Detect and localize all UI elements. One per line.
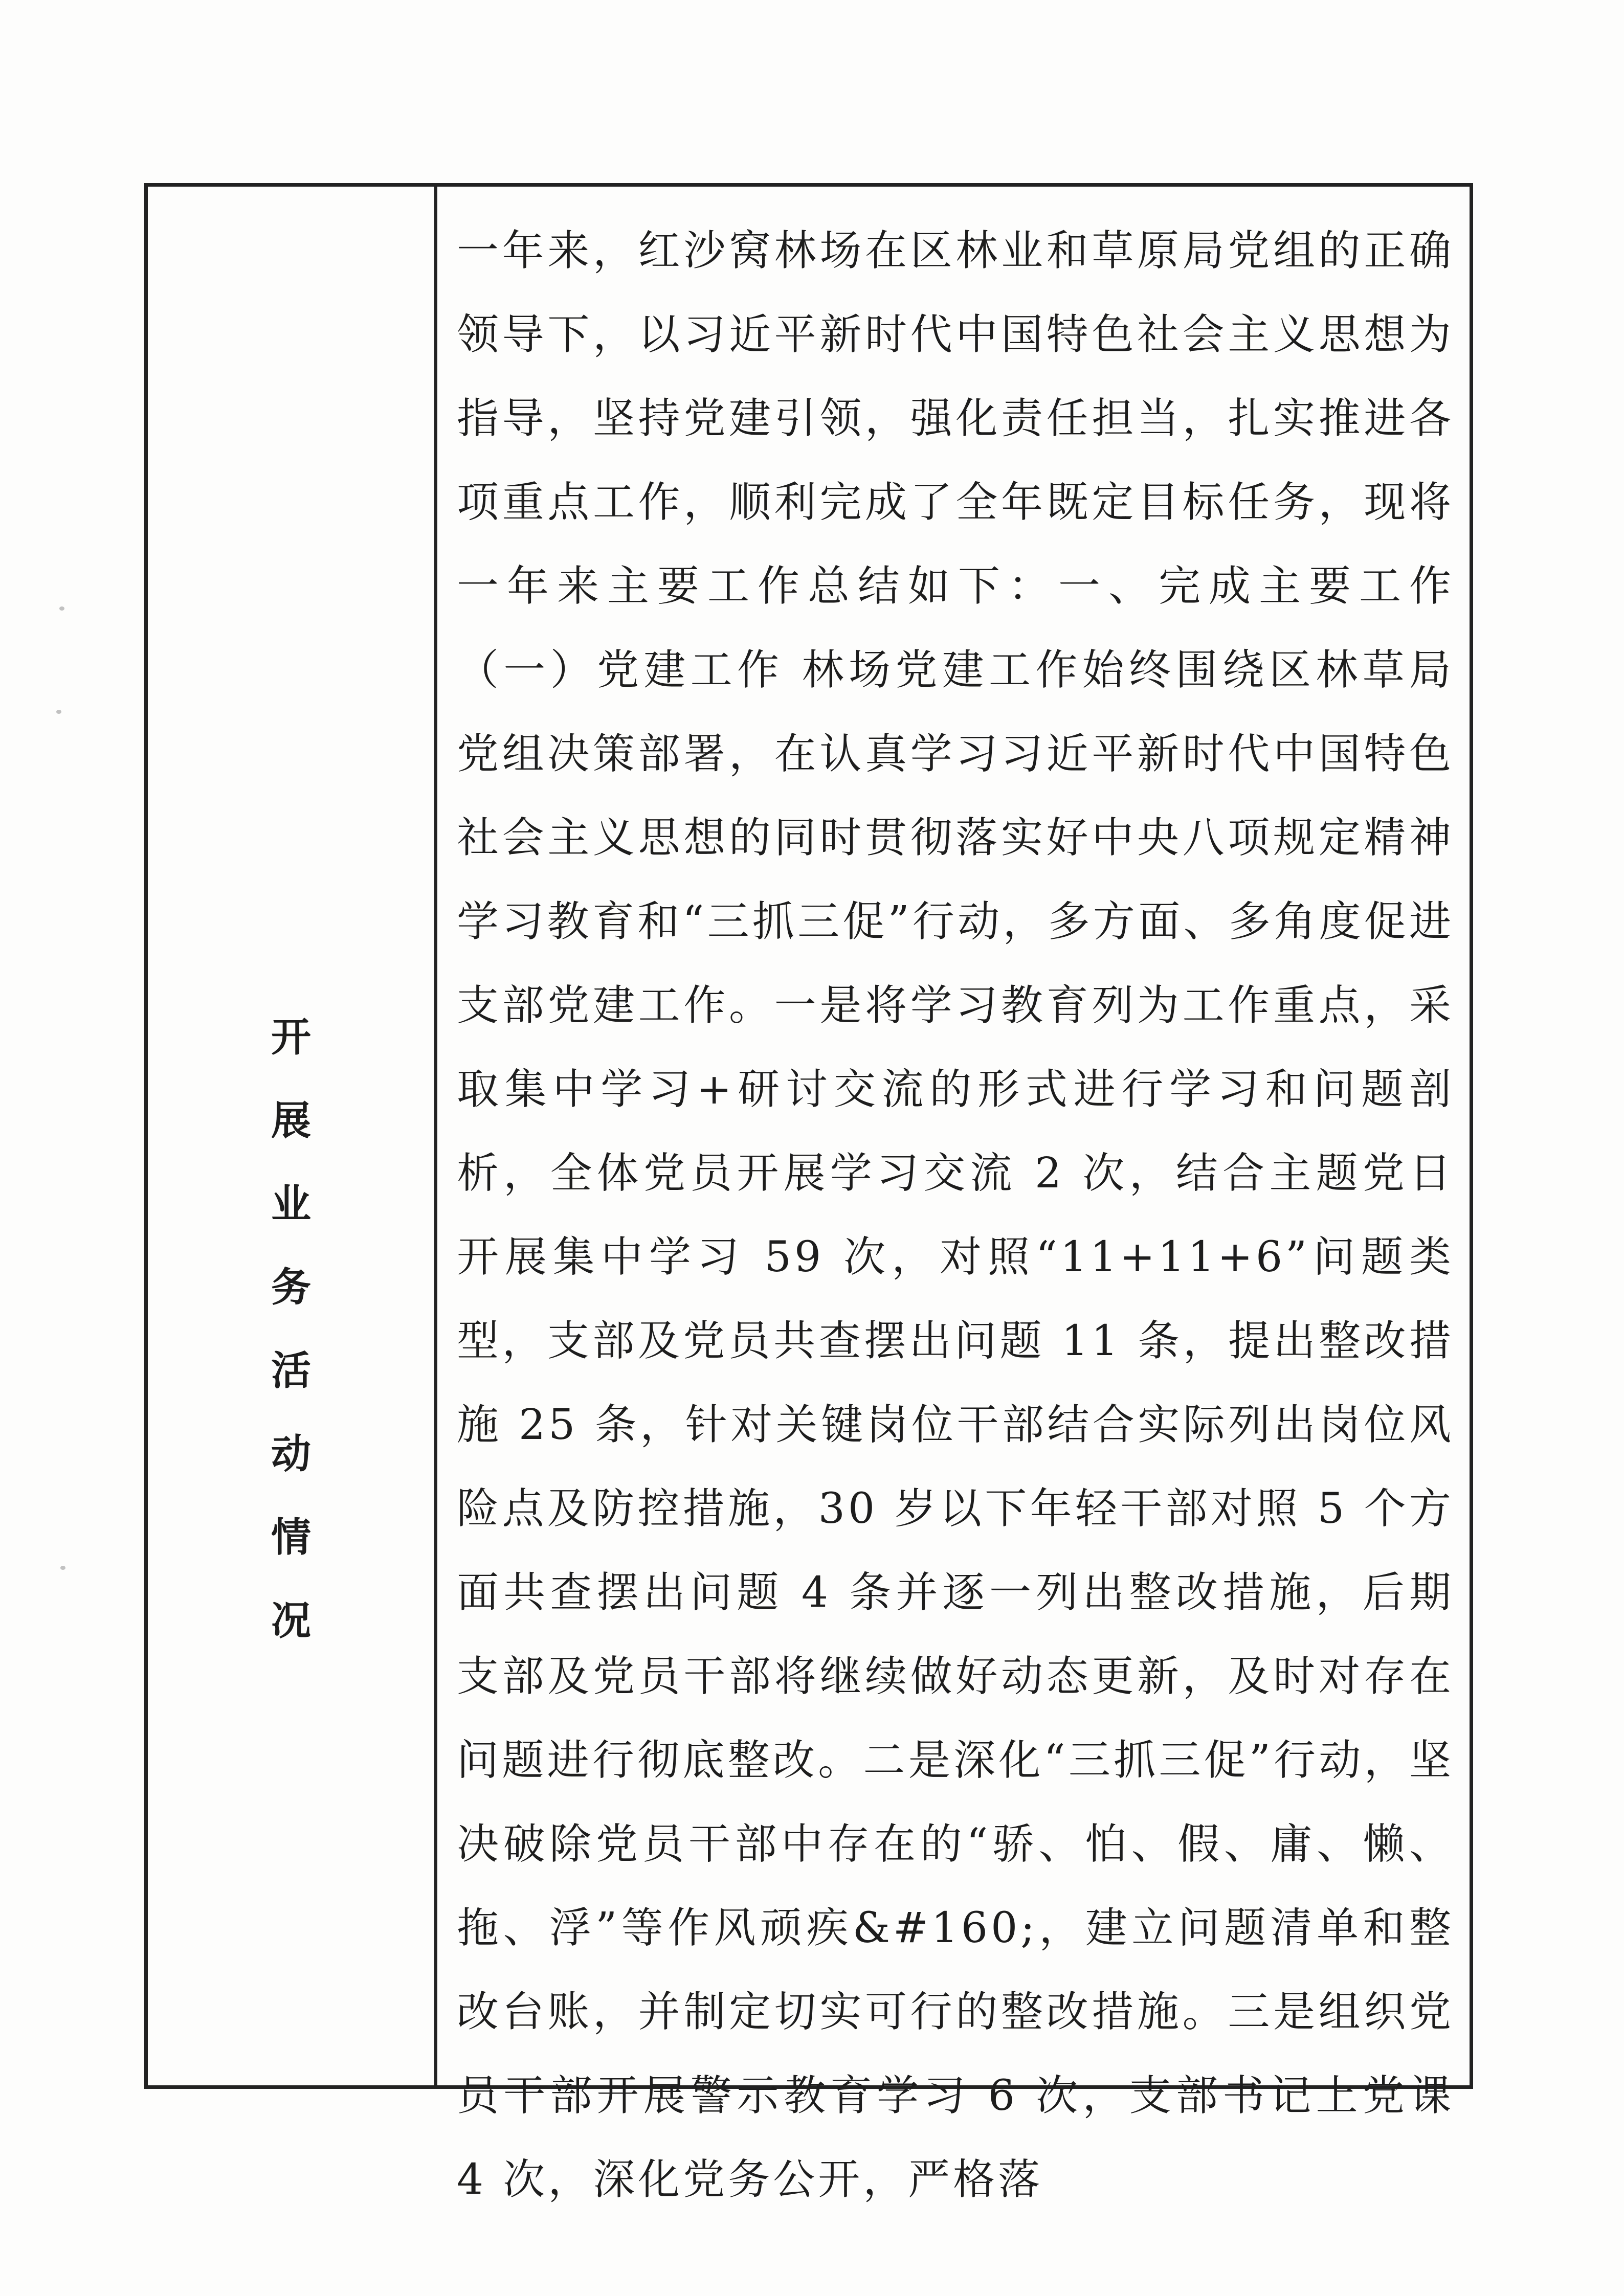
row-label-char: 动 (271, 1431, 311, 1477)
row-label-char: 业 (271, 1181, 311, 1227)
row-label-char: 务 (271, 1264, 311, 1311)
row-label-char: 活 (271, 1347, 311, 1394)
scan-speck (59, 606, 64, 611)
activity-table (144, 183, 1473, 2204)
row-label-char: 情 (271, 1514, 311, 1561)
content-cell (437, 187, 1470, 2204)
row-label-char: 况 (271, 1597, 311, 1644)
row-label-cell (148, 187, 437, 2085)
row-label-char: 展 (271, 1097, 311, 1144)
row-label-char: 开 (271, 1014, 311, 1061)
scan-speck (60, 1566, 65, 1570)
work-summary-text: 一年来，红沙窝林场在区林业和草原局党组的正确领导下，以习近平新时代中国特色社会主义思想为指导，坚持党建引领，强化责任担当，扎实推进各项重点工作，顺利完成了全年既定目标任务，现将一年来主要工作总结如下：一、完成主要工作（一）党建工作 林场党建工作始终围绕区林草局党组决策部署，在认真学习习近平新时代中国特色社会主义思想的同时贯彻落实好中央八项规定精神学习教育和“三抓三促”行动，多方面、多角度促进支部党建工作。一是将学习教育列为工作重点，采取集中学习+研讨交流的形式进行学习和问题剖析，全体党员开展学习交流 2 次，结合主题党日开展集中学习 59 次，对照“11+11+6”问题类型，支部及党员共查摆出问题 11 条，提出整改措施 25 条，针对关键岗位干部结合实际列出岗位风险点及防控措施，30 岁以下年轻干部对照 5 个方面共查摆出问题 4 条并逐一列出整改措施，后期支部及党员干部将继续做好动态更新，及时对存在问题进行彻底整改。二是深化“三抓三促”行动，坚决破除党员干部中存在的“骄、怕、假、庸、懒、拖、浮”等作风顽疾&#160;，建立问题清单和整改台账，并制定切实可行的整改措施。三是组织党员干部开展警示教育学习 6 次，支部书记上党课 4 次，深化党务公开，严格落 (457, 227, 1454, 2204)
scan-speck (56, 710, 61, 714)
row-label (148, 996, 434, 1662)
